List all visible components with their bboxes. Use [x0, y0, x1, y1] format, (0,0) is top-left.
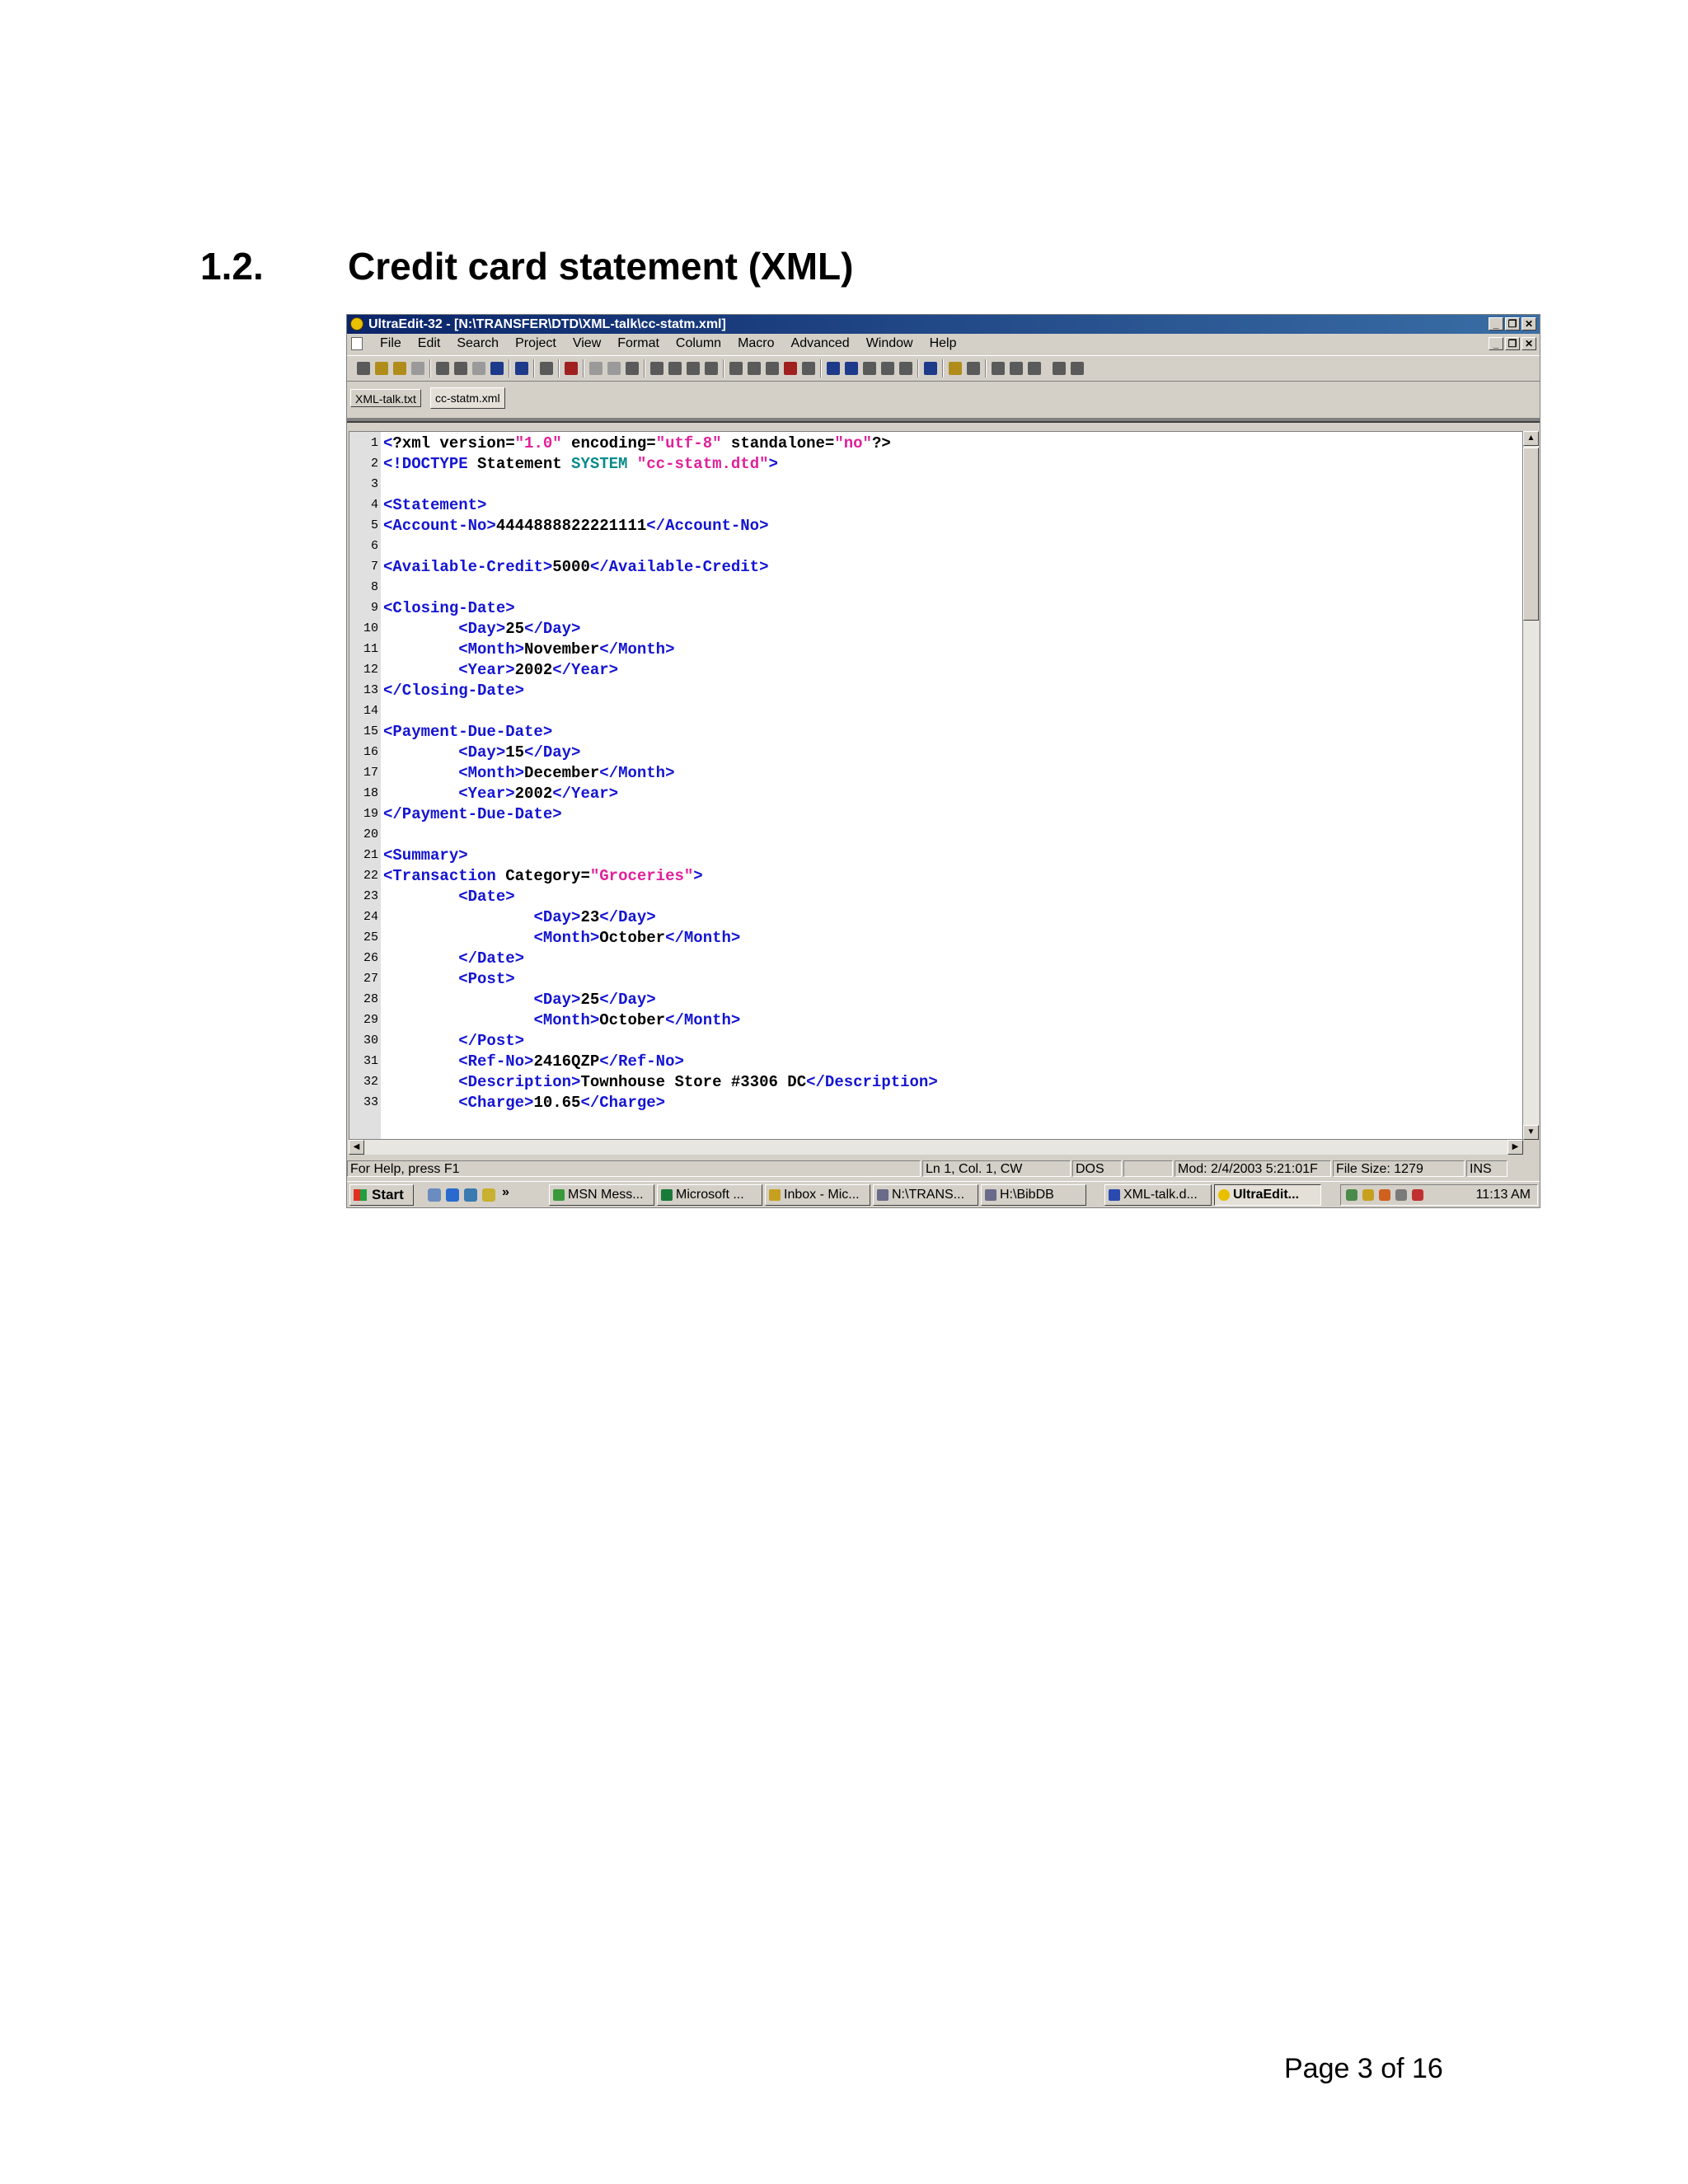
line-number: 14 [363, 704, 378, 718]
code-line: <?xml version="1.0" encoding="utf-8" standalone="no"?> [383, 434, 891, 452]
taskbar-clock: 11:13 AM [1475, 1188, 1531, 1202]
file-tabs [347, 387, 1540, 409]
window-icon[interactable] [827, 362, 840, 375]
window-titlebar[interactable] [347, 315, 1540, 334]
save-icon[interactable] [411, 362, 424, 375]
word-wrap-icon[interactable] [515, 362, 528, 375]
line-number: 9 [370, 601, 378, 615]
taskbar-msn[interactable]: MSN Mess... [549, 1184, 654, 1206]
tool-1-icon[interactable] [992, 362, 1005, 375]
line-number: 13 [363, 683, 378, 697]
line-number: 4 [370, 498, 378, 512]
code-line: <Year>2002</Year> [458, 785, 619, 803]
line-number: 26 [363, 951, 378, 965]
print-preview-icon[interactable] [454, 362, 467, 375]
page-footer: Page 3 of 16 [1284, 2053, 1443, 2084]
code-line: </Date> [458, 949, 525, 968]
tray-volume-icon[interactable] [1362, 1189, 1374, 1201]
tray-update-icon[interactable] [1395, 1189, 1407, 1201]
line-number: 5 [370, 518, 378, 532]
line-number: 2 [370, 457, 378, 471]
horizontal-scrollbar[interactable] [349, 1140, 1523, 1155]
start-button[interactable]: Start [349, 1184, 414, 1206]
explorer-icon [985, 1189, 996, 1201]
line-number: 16 [363, 745, 378, 759]
line-number: 3 [370, 477, 378, 491]
line-number: 1 [370, 436, 378, 450]
split-icon[interactable] [899, 362, 912, 375]
ultraedit-app-icon [350, 317, 363, 330]
menu-macro[interactable]: Macro [738, 336, 775, 350]
status-file-size: File Size: 1279 [1333, 1160, 1465, 1177]
line-number: 20 [363, 827, 378, 841]
outlook-icon[interactable] [464, 1188, 477, 1202]
menu-advanced[interactable]: Advanced [790, 336, 850, 350]
line-number: 7 [370, 560, 378, 574]
taskbar-bibdb[interactable]: H:\BibDB [981, 1184, 1086, 1206]
help-icon[interactable] [949, 362, 962, 375]
code-line: <Closing-Date> [383, 599, 515, 617]
font-icon[interactable] [490, 362, 504, 375]
tray-network-icon[interactable] [1346, 1189, 1357, 1201]
hex-mode-icon[interactable] [540, 362, 553, 375]
find-next-icon[interactable] [748, 362, 761, 375]
line-number: 32 [363, 1075, 378, 1089]
line-number: 22 [363, 869, 378, 883]
tray-app-icon[interactable] [1379, 1189, 1390, 1201]
menu-help[interactable]: Help [929, 336, 957, 350]
print-icon[interactable] [436, 362, 449, 375]
doc-restore-icon[interactable]: ❐ [1505, 337, 1520, 350]
inbox-icon [769, 1189, 781, 1201]
cascade-icon[interactable] [845, 362, 858, 375]
menu-edit[interactable]: Edit [417, 336, 441, 350]
tile-horizontal-icon[interactable] [863, 362, 876, 375]
tray-antivirus-icon[interactable] [1412, 1189, 1423, 1201]
line-number: 24 [363, 910, 378, 924]
paste-icon[interactable] [626, 362, 639, 375]
find-prev-icon[interactable] [766, 362, 779, 375]
code-line: </Closing-Date> [383, 682, 525, 700]
close-file-icon[interactable] [393, 362, 406, 375]
section-number: 1.2. [200, 245, 264, 288]
vertical-scrollbar[interactable] [1523, 431, 1539, 1140]
menu-bar [347, 334, 1540, 354]
section-title: Credit card statement (XML) [348, 245, 854, 288]
msn-icon [553, 1189, 565, 1201]
line-number: 8 [370, 580, 378, 594]
status-blank [1123, 1160, 1173, 1177]
replace-icon[interactable] [784, 362, 797, 375]
context-help-icon[interactable] [967, 362, 980, 375]
code-line: <!DOCTYPE Statement SYSTEM "cc-statm.dtd"> [383, 455, 778, 473]
tab-cc-statm[interactable]: cc-statm.xml [430, 387, 505, 409]
code-line: <Statement> [383, 496, 487, 514]
menu-format[interactable]: Format [617, 336, 659, 350]
goto-icon[interactable] [802, 362, 815, 375]
code-line: </Post> [458, 1032, 525, 1050]
code-editor[interactable] [349, 431, 1523, 1140]
windows-logo-icon [354, 1189, 367, 1201]
line-number: 33 [363, 1095, 378, 1109]
line-number: 29 [363, 1013, 378, 1027]
tool-4-icon[interactable] [1053, 362, 1066, 375]
code-line: <Month>November</Month> [458, 640, 675, 658]
code-line: <Payment-Due-Date> [383, 723, 553, 741]
word-icon [1109, 1189, 1120, 1201]
line-number: 25 [363, 930, 378, 944]
explorer-icon [877, 1189, 889, 1201]
system-tray [1340, 1184, 1538, 1206]
menu-window[interactable]: Window [865, 336, 913, 350]
taskbar-word[interactable]: XML-talk.d... [1104, 1184, 1212, 1206]
tab-xml-talk[interactable]: XML-talk.txt [350, 389, 421, 407]
toolbar [347, 355, 1540, 382]
code-line: <Summary> [383, 846, 468, 865]
line-number: 23 [363, 889, 378, 903]
code-line: <Transaction Category="Groceries"> [383, 867, 703, 885]
line-number: 15 [363, 724, 378, 738]
menu-view[interactable]: View [572, 336, 602, 350]
ultraedit-screenshot [346, 314, 1540, 1208]
align-center-icon[interactable] [668, 362, 682, 375]
show-desktop-icon[interactable] [428, 1188, 441, 1202]
line-number: 18 [363, 786, 378, 800]
line-number: 17 [363, 766, 378, 780]
copy-icon[interactable] [607, 362, 621, 375]
code-line: <Day>25</Day> [458, 620, 581, 638]
open-folder-icon[interactable] [375, 362, 388, 375]
windows-taskbar [347, 1181, 1540, 1208]
code-line: <Charge>10.65</Charge> [458, 1094, 666, 1112]
new-file-icon[interactable] [357, 362, 370, 375]
scroll-up-icon[interactable]: ▲ [1523, 431, 1539, 446]
tool-3-icon[interactable] [1028, 362, 1041, 375]
code-line: <Month>October</Month> [533, 1011, 741, 1029]
menu-search[interactable]: Search [457, 336, 499, 350]
line-number: 19 [363, 807, 378, 821]
scroll-right-icon[interactable]: ▶ [1507, 1140, 1523, 1155]
line-number: 31 [363, 1054, 378, 1068]
menu-project[interactable]: Project [515, 336, 556, 350]
scroll-thumb[interactable] [1523, 448, 1539, 621]
document-icon [351, 337, 363, 350]
close-icon[interactable]: ✕ [1522, 317, 1536, 330]
browser-icon[interactable] [924, 362, 937, 375]
justify-icon[interactable] [705, 362, 718, 375]
code-line: <Day>23</Day> [533, 908, 656, 926]
tile-vertical-icon[interactable] [881, 362, 894, 375]
line-number: 27 [363, 972, 378, 986]
ultraedit-icon [1218, 1189, 1230, 1201]
align-left-icon[interactable] [650, 362, 663, 375]
line-number: 10 [363, 621, 378, 635]
find-icon[interactable] [729, 362, 743, 375]
code-line: <Date> [458, 888, 515, 906]
scroll-left-icon[interactable]: ◀ [349, 1140, 364, 1155]
doc-close-icon[interactable]: ✕ [1522, 337, 1536, 350]
taskbar-excel[interactable]: Microsoft ... [657, 1184, 762, 1206]
minimize-icon[interactable]: _ [1489, 317, 1503, 330]
status-bar [347, 1159, 1540, 1179]
status-position: Ln 1, Col. 1, CW [922, 1160, 1071, 1177]
code-line: <Month>December</Month> [458, 764, 675, 782]
taskbar-n-trans[interactable]: N:\TRANS... [873, 1184, 978, 1206]
line-number: 30 [363, 1033, 378, 1047]
restore-icon[interactable]: ❐ [1505, 317, 1520, 330]
status-modified: Mod: 2/4/2003 5:21:01F [1175, 1160, 1331, 1177]
code-line: <Description>Townhouse Store #3306 DC</Description> [458, 1073, 938, 1091]
status-format: DOS [1072, 1160, 1122, 1177]
page-setup-icon[interactable] [472, 362, 485, 375]
taskbar-inbox[interactable]: Inbox - Mic... [765, 1184, 870, 1206]
align-right-icon[interactable] [687, 362, 700, 375]
doc-minimize-icon[interactable]: _ [1489, 337, 1503, 350]
format-icon[interactable] [565, 362, 578, 375]
tool-2-icon[interactable] [1010, 362, 1023, 375]
line-number: 12 [363, 663, 378, 677]
menu-column[interactable]: Column [675, 336, 722, 350]
line-number: 28 [363, 992, 378, 1006]
code-line: <Month>October</Month> [533, 929, 741, 947]
menu-file[interactable]: File [380, 336, 401, 350]
status-mode: INS [1466, 1160, 1507, 1177]
scroll-down-icon[interactable]: ▼ [1523, 1125, 1539, 1140]
code-line: <Year>2002</Year> [458, 661, 619, 679]
cut-icon[interactable] [589, 362, 603, 375]
quicklaunch-more[interactable]: » [502, 1185, 509, 1199]
code-line: <Available-Credit>5000</Available-Credit> [383, 558, 769, 576]
code-line: <Post> [458, 970, 515, 988]
internet-explorer-icon[interactable] [446, 1188, 459, 1202]
window-title: UltraEdit-32 - [N:\TRANSFER\DTD\XML-talk\cc-statm.xml] [368, 317, 726, 331]
code-line: <Ref-No>2416QZP</Ref-No> [458, 1052, 684, 1071]
line-number: 6 [370, 539, 378, 553]
code-line: </Payment-Due-Date> [383, 805, 562, 823]
tool-5-icon[interactable] [1071, 362, 1084, 375]
code-line: <Account-No>4444888822221111</Account-No> [383, 517, 769, 535]
taskbar-ultraedit[interactable]: UltraEdit... [1214, 1184, 1321, 1206]
quicklaunch-icon[interactable] [482, 1188, 495, 1202]
code-line: <Day>15</Day> [458, 743, 581, 762]
code-line: <Day>25</Day> [533, 991, 656, 1009]
status-help: For Help, press F1 [347, 1160, 921, 1177]
line-number: 21 [363, 848, 378, 862]
line-number: 11 [363, 642, 378, 656]
excel-icon [661, 1189, 673, 1201]
